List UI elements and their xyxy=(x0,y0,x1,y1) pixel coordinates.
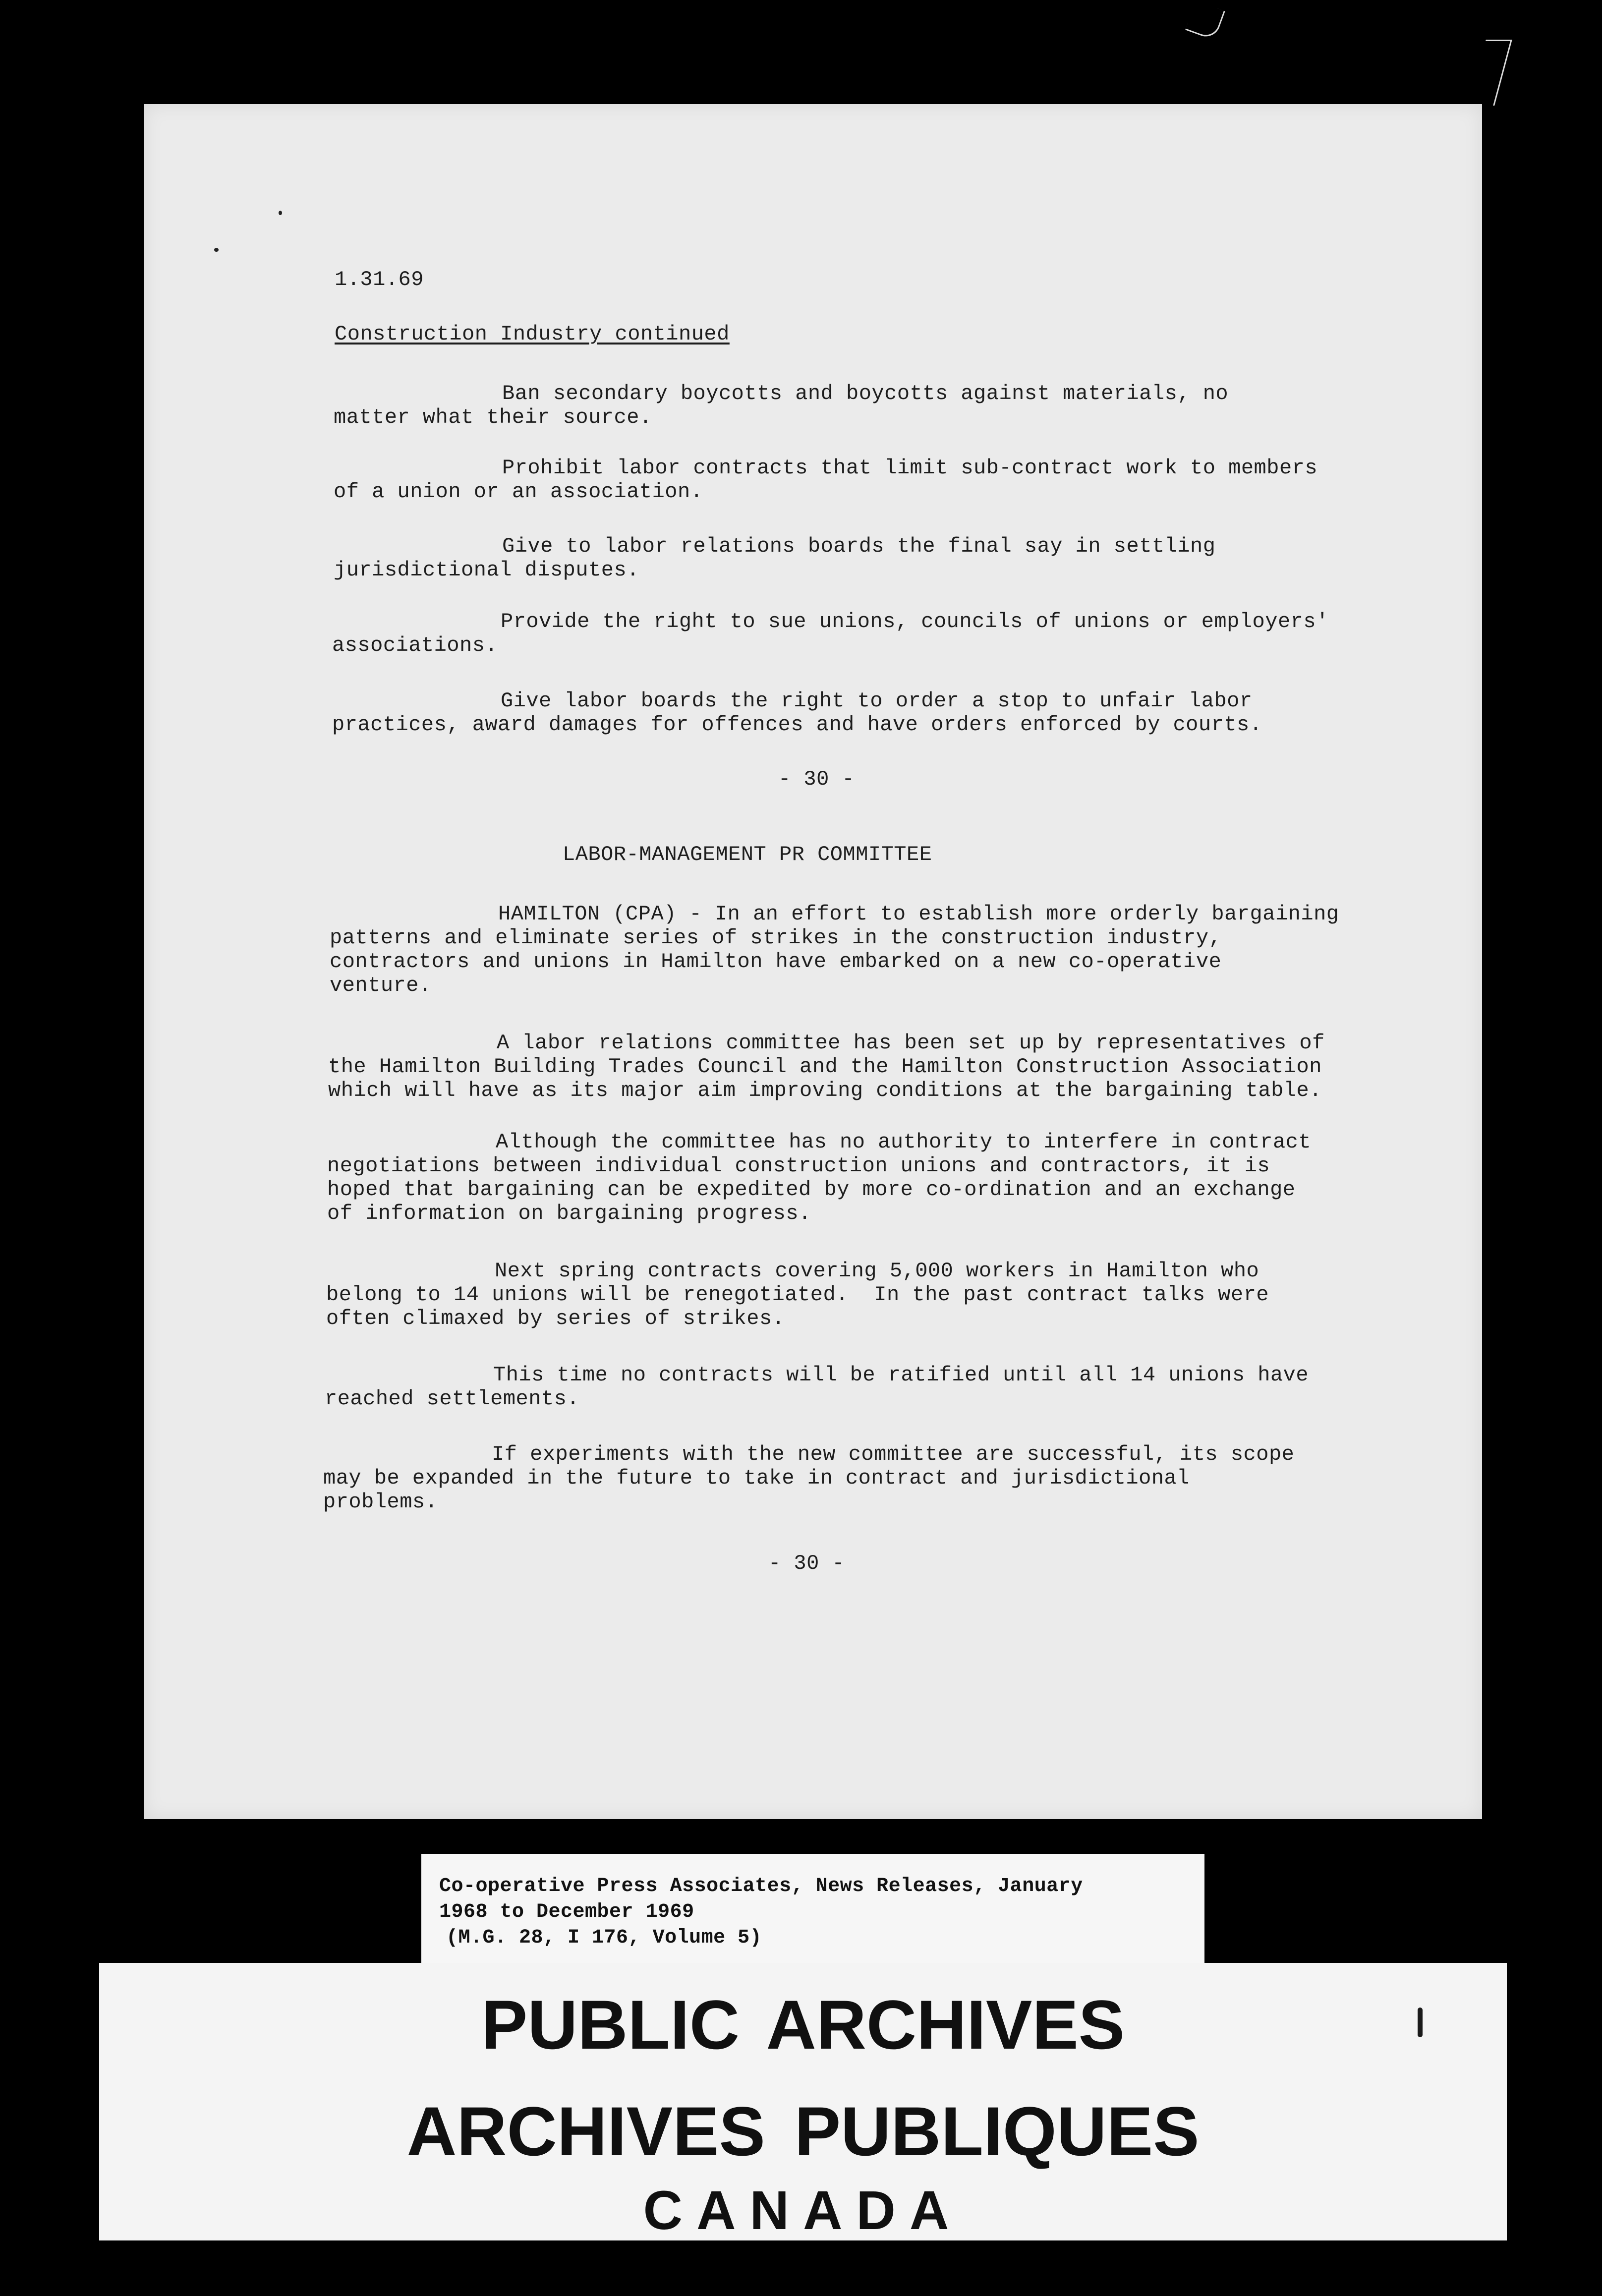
paragraph-line: This time no contracts will be ratified until all 14 unions have xyxy=(493,1363,1309,1387)
list-paragraph xyxy=(332,610,1329,657)
ink-mark xyxy=(1418,2008,1423,2037)
list-paragraph xyxy=(334,534,1215,582)
list-paragraph xyxy=(334,382,1228,429)
paragraph-line: If experiments with the new committee are successful, its scope xyxy=(492,1442,1295,1466)
paragraph-line: Ban secondary boycotts and boycotts against materials, no xyxy=(502,382,1229,405)
paragraph-line: associations. xyxy=(332,633,498,657)
paragraph-line: Next spring contracts covering 5,000 workers in Hamilton who xyxy=(495,1259,1259,1283)
article-paragraph xyxy=(330,902,1339,997)
archives-banner xyxy=(99,1963,1507,2240)
paragraph-line: venture. xyxy=(330,974,432,997)
list-paragraph xyxy=(334,456,1317,504)
paragraph-line: patterns and eliminate series of strikes in the construction industry, xyxy=(330,926,1222,950)
article-paragraph xyxy=(327,1130,1311,1225)
end-marker: - 30 - xyxy=(778,767,855,791)
banner-country: CANADA xyxy=(643,2180,963,2241)
banner-title-french: ARCHIVES PUBLIQUES xyxy=(406,2092,1200,2170)
article-paragraph xyxy=(325,1363,1309,1411)
paragraph-line: problems. xyxy=(323,1490,438,1514)
speck xyxy=(279,211,282,215)
archive-reference-card xyxy=(421,1854,1204,1963)
paragraph-line: may be expanded in the future to take in contract and jurisdictional xyxy=(323,1466,1190,1490)
article-paragraph xyxy=(323,1442,1294,1514)
list-paragraph xyxy=(332,689,1262,737)
paragraph-line: HAMILTON (CPA) - In an effort to establish more orderly bargaining xyxy=(498,902,1339,926)
paragraph-line: belong to 14 unions will be renegotiated. In the past contract talks were xyxy=(326,1283,1269,1307)
paragraph-line: Give to labor relations boards the final say in settling xyxy=(502,534,1216,558)
article-paragraph xyxy=(326,1259,1269,1330)
document-page xyxy=(144,104,1482,1819)
paragraph-line: Although the committee has no authority to interfere in contract xyxy=(496,1130,1312,1154)
paragraph-line: Provide the right to sue unions, councils of unions or employers' xyxy=(501,610,1329,633)
archive-reference-line: Co-operative Press Associates, News Releases, January xyxy=(439,1875,1083,1897)
paragraph-line: negotiations between individual construction unions and contractors, it is xyxy=(327,1154,1270,1178)
archive-reference-line: 1968 to December 1969 xyxy=(439,1901,694,1923)
paragraph-line: A labor relations committee has been set up by representatives of xyxy=(497,1031,1325,1055)
paragraph-line: jurisdictional disputes. xyxy=(334,558,639,582)
paragraph-line: contractors and unions in Hamilton have embarked on a new co-operative xyxy=(330,950,1222,974)
section-heading: Construction Industry continued xyxy=(335,322,730,346)
banner-title-english: PUBLIC ARCHIVES xyxy=(481,1986,1125,2064)
paragraph-line: the Hamilton Building Trades Council and the Hamilton Construction Association xyxy=(328,1055,1322,1079)
paragraph-line: matter what their source. xyxy=(334,405,652,429)
paragraph-line: which will have as its major aim improving conditions at the bargaining table. xyxy=(328,1079,1322,1102)
paragraph-line: practices, award damages for offences and have orders enforced by courts. xyxy=(332,713,1262,737)
archive-reference-line: (M.G. 28, I 176, Volume 5) xyxy=(446,1927,762,1949)
document-date: 1.31.69 xyxy=(335,268,424,291)
article-title: LABOR-MANAGEMENT PR COMMITTEE xyxy=(563,843,932,866)
paragraph-line: Give labor boards the right to order a stop to unfair labor xyxy=(501,689,1253,713)
paragraph-line: hoped that bargaining can be expedited by more co-ordination and an exchange xyxy=(327,1178,1296,1202)
film-scratch xyxy=(1185,0,1225,41)
paragraph-line: of information on bargaining progress. xyxy=(327,1202,811,1225)
paragraph-line: of a union or an association. xyxy=(334,480,703,504)
article-paragraph xyxy=(328,1031,1325,1102)
film-scratch xyxy=(1468,40,1512,106)
speck xyxy=(214,248,219,252)
end-marker: - 30 - xyxy=(768,1551,845,1575)
paragraph-line: often climaxed by series of strikes. xyxy=(326,1307,785,1330)
paragraph-line: Prohibit labor contracts that limit sub-contract work to members xyxy=(502,456,1318,480)
paragraph-line: reached settlements. xyxy=(325,1387,580,1411)
